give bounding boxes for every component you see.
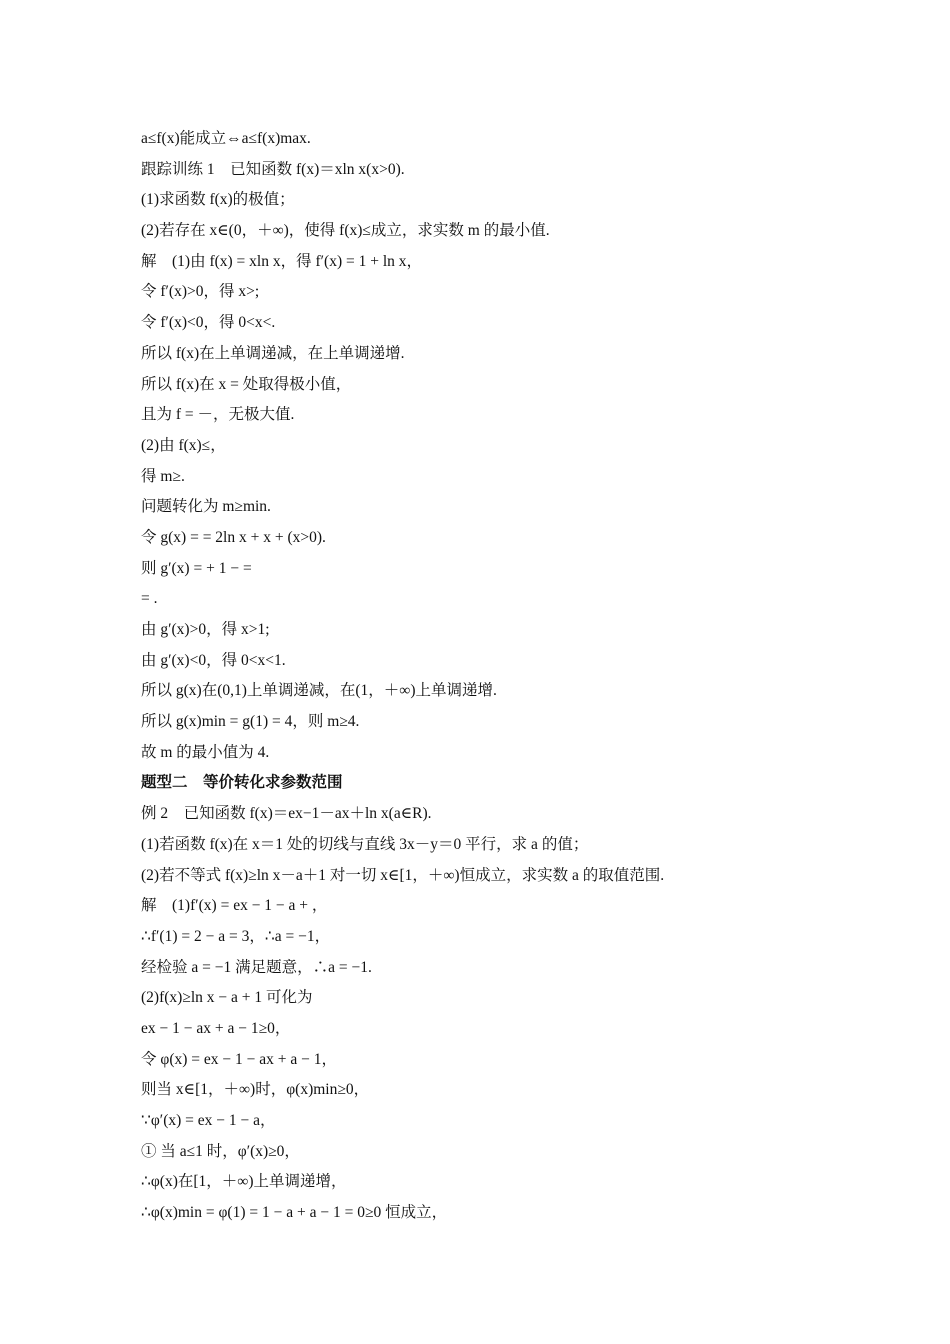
text-line: 所以 f(x)在上单调递减，在上单调递增. [141,344,405,362]
text-line: 令 f′(x)<0，得 0<x<. [141,314,276,332]
text-line: 例 2 已知函数 f(x)＝ex−1－ax＋ln x(a∈R). [141,805,432,823]
text-line: 由 g′(x)>0，得 x>1; [141,621,270,638]
text-line: (1)求函数 f(x)的极值； [141,191,295,209]
text-line: ① 当 a≤1 时，φ′(x)≥0， [141,1142,300,1160]
text-line: 令 f′(x)>0，得 x>; [141,283,260,301]
text-line: = . [141,590,158,608]
text-line: (2)f(x)≥ln x − a + 1 可化为 [141,989,313,1007]
text-line: 得 m≥. [141,467,185,485]
text-line: 解 (1)由 f(x) = xln x，得 f′(x) = 1 + ln x， [141,252,423,270]
text-line: 问题转化为 m≥min. [141,498,271,516]
text-line: 令 φ(x) = ex − 1 − ax + a − 1， [141,1050,337,1068]
text-body [141,124,841,1229]
text-line: 令 g(x) = = 2ln x + x + (x>0). [141,528,326,546]
text-line: 所以 g(x)在(0,1)上单调递减，在(1，＋∞)上单调递增. [141,682,497,700]
text-line: 解 (1)f′(x) = ex − 1 − a + ， [141,897,328,915]
text-line: (2)若存在 x∈(0，＋∞)，使得 f(x)≤成立，求实数 m 的最小值. [141,222,550,240]
text-line: 所以 f(x)在 x = 处取得极小值， [141,375,352,393]
text-line: (2)若不等式 f(x)≥ln x－a＋1 对一切 x∈[1，＋∞)恒成立，求实数 a 的取值范围. [141,866,665,884]
text-line: ∴f′(1) = 2 − a = 3，∴a = −1， [141,927,331,945]
text-line: 由 g′(x)<0，得 0<x<1. [141,651,286,669]
text-line: 所以 g(x)min = g(1) = 4，则 m≥4. [141,713,360,731]
text-line: ∴φ(x)min = φ(1) = 1 − a + a − 1 = 0≥0 恒成立， [141,1204,448,1222]
text-line: 则 g′(x) = + 1 − = [141,559,252,577]
text-line: 跟踪训练 1 已知函数 f(x)＝xln x(x>0). [141,160,405,178]
text-line: ∴φ(x)在[1，＋∞)上单调递增， [141,1173,347,1191]
text-line: (2)由 f(x)≤， [141,436,226,454]
text-line: a≤f(x)能成立⇔a≤f(x)max. [141,130,311,147]
text-line: 经检验 a = −1 满足题意，∴a = −1. [141,958,372,976]
text-line: 且为 f = －，无极大值. [141,406,295,424]
section-heading: 题型二 等价转化求参数范围 [141,774,343,792]
text-line: (1)若函数 f(x)在 x＝1 处的切线与直线 3x－y＝0 平行，求 a 的值； [141,835,589,853]
text-line: ∵φ′(x) = ex − 1 − a， [141,1112,276,1129]
text-line: ex − 1 − ax + a − 1≥0， [141,1019,291,1037]
text-line: 则当 x∈[1，＋∞)时，φ(x)min≥0， [141,1081,370,1099]
text-line: 故 m 的最小值为 4. [141,743,270,761]
